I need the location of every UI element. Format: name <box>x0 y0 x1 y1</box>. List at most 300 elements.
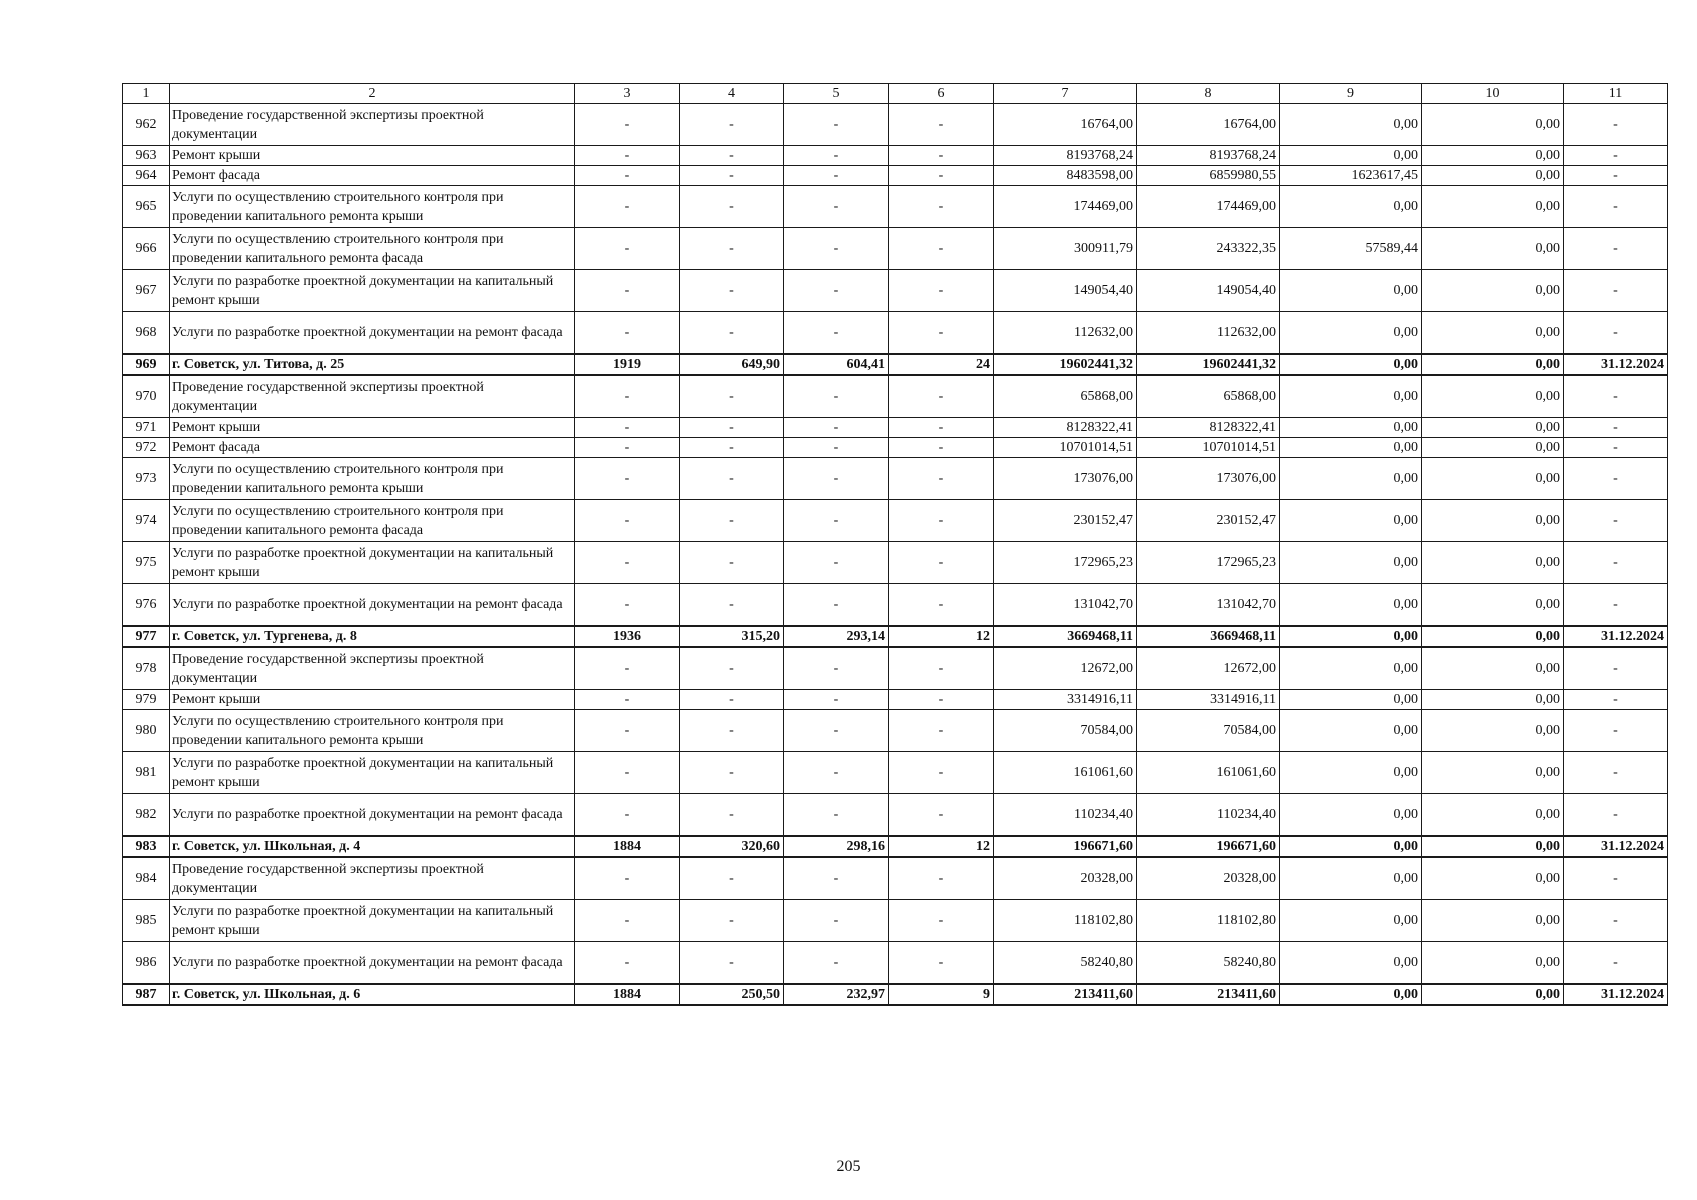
col9-cell: 0,00 <box>1280 146 1422 166</box>
col8-cell: 8193768,24 <box>1137 146 1280 166</box>
table-row <box>123 104 1668 146</box>
table-row <box>123 857 1668 900</box>
row-number-cell: 967 <box>123 270 170 312</box>
col11-cell: - <box>1564 438 1668 458</box>
col6-cell: - <box>889 900 994 942</box>
work-name-cell: Услуги по разработке проектной документации на ремонт фасада <box>170 584 575 627</box>
col7-cell: 19602441,32 <box>994 354 1137 375</box>
col6-cell: - <box>889 710 994 752</box>
col10-cell: 0,00 <box>1422 186 1564 228</box>
col8-cell: 3669468,11 <box>1137 626 1280 647</box>
col8-cell: 3314916,11 <box>1137 690 1280 710</box>
col4-cell: - <box>680 438 784 458</box>
col4-cell: - <box>680 186 784 228</box>
row-number-cell: 986 <box>123 942 170 985</box>
column-header: 6 <box>889 84 994 104</box>
col5-cell: - <box>784 438 889 458</box>
work-name-cell: Услуги по разработке проектной документации на капитальный ремонт крыши <box>170 270 575 312</box>
table-row <box>123 438 1668 458</box>
column-header: 1 <box>123 84 170 104</box>
col9-cell: 0,00 <box>1280 626 1422 647</box>
col7-cell: 20328,00 <box>994 857 1137 900</box>
col8-cell: 58240,80 <box>1137 942 1280 985</box>
col10-cell: 0,00 <box>1422 438 1564 458</box>
row-number-cell: 966 <box>123 228 170 270</box>
col4-cell: - <box>680 542 784 584</box>
table-row <box>123 166 1668 186</box>
col6-cell: 9 <box>889 984 994 1005</box>
col11-cell: - <box>1564 900 1668 942</box>
col5-cell: - <box>784 500 889 542</box>
col5-cell: 604,41 <box>784 354 889 375</box>
col4-cell: - <box>680 752 784 794</box>
col8-cell: 172965,23 <box>1137 542 1280 584</box>
work-name-cell: Проведение государственной экспертизы проектной документации <box>170 375 575 418</box>
col11-cell: - <box>1564 228 1668 270</box>
col6-cell: - <box>889 270 994 312</box>
column-header: 2 <box>170 84 575 104</box>
col9-cell: 0,00 <box>1280 500 1422 542</box>
col11-cell: - <box>1564 270 1668 312</box>
col8-cell: 12672,00 <box>1137 647 1280 690</box>
work-name-cell: Ремонт крыши <box>170 418 575 438</box>
table-row <box>123 375 1668 418</box>
col10-cell: 0,00 <box>1422 458 1564 500</box>
col7-cell: 12672,00 <box>994 647 1137 690</box>
col7-cell: 65868,00 <box>994 375 1137 418</box>
row-number-cell: 969 <box>123 354 170 375</box>
row-number-cell: 965 <box>123 186 170 228</box>
col4-cell: - <box>680 146 784 166</box>
table-row <box>123 312 1668 355</box>
col9-cell: 57589,44 <box>1280 228 1422 270</box>
column-header: 3 <box>575 84 680 104</box>
col3-cell: 1919 <box>575 354 680 375</box>
col3-cell: - <box>575 270 680 312</box>
col6-cell: - <box>889 584 994 627</box>
col3-cell: - <box>575 375 680 418</box>
address-row <box>123 626 1668 647</box>
col5-cell: 293,14 <box>784 626 889 647</box>
col4-cell: - <box>680 690 784 710</box>
row-number-cell: 982 <box>123 794 170 837</box>
col3-cell: - <box>575 710 680 752</box>
col5-cell: - <box>784 710 889 752</box>
col5-cell: - <box>784 418 889 438</box>
col4-cell: - <box>680 857 784 900</box>
col4-cell: 315,20 <box>680 626 784 647</box>
col9-cell: 0,00 <box>1280 418 1422 438</box>
col11-cell: - <box>1564 794 1668 837</box>
col11-cell: - <box>1564 104 1668 146</box>
address-cell: г. Советск, ул. Тургенева, д. 8 <box>170 626 575 647</box>
col5-cell: - <box>784 857 889 900</box>
col10-cell: 0,00 <box>1422 626 1564 647</box>
table-row <box>123 647 1668 690</box>
col11-cell: - <box>1564 857 1668 900</box>
col3-cell: - <box>575 794 680 837</box>
col4-cell: - <box>680 375 784 418</box>
col10-cell: 0,00 <box>1422 500 1564 542</box>
col7-cell: 110234,40 <box>994 794 1137 837</box>
col9-cell: 0,00 <box>1280 584 1422 627</box>
work-name-cell: Услуги по разработке проектной документации на ремонт фасада <box>170 794 575 837</box>
row-number-cell: 976 <box>123 584 170 627</box>
col3-cell: 1936 <box>575 626 680 647</box>
row-number-cell: 985 <box>123 900 170 942</box>
col9-cell: 0,00 <box>1280 690 1422 710</box>
col6-cell: - <box>889 418 994 438</box>
row-number-cell: 981 <box>123 752 170 794</box>
col6-cell: - <box>889 794 994 837</box>
col8-cell: 230152,47 <box>1137 500 1280 542</box>
col8-cell: 112632,00 <box>1137 312 1280 355</box>
page-number: 205 <box>836 1158 861 1175</box>
col5-cell: - <box>784 312 889 355</box>
work-name-cell: Проведение государственной экспертизы проектной документации <box>170 647 575 690</box>
col7-cell: 10701014,51 <box>994 438 1137 458</box>
col7-cell: 149054,40 <box>994 270 1137 312</box>
col10-cell: 0,00 <box>1422 312 1564 355</box>
column-header: 9 <box>1280 84 1422 104</box>
col10-cell: 0,00 <box>1422 857 1564 900</box>
col6-cell: - <box>889 375 994 418</box>
work-name-cell: Ремонт фасада <box>170 438 575 458</box>
col5-cell: - <box>784 690 889 710</box>
col3-cell: - <box>575 312 680 355</box>
col11-cell: - <box>1564 166 1668 186</box>
col11-cell: - <box>1564 752 1668 794</box>
col7-cell: 3669468,11 <box>994 626 1137 647</box>
col3-cell: - <box>575 166 680 186</box>
col9-cell: 0,00 <box>1280 270 1422 312</box>
col5-cell: - <box>784 146 889 166</box>
col5-cell: 298,16 <box>784 836 889 857</box>
col3-cell: 1884 <box>575 836 680 857</box>
col7-cell: 230152,47 <box>994 500 1137 542</box>
col3-cell: - <box>575 104 680 146</box>
col8-cell: 19602441,32 <box>1137 354 1280 375</box>
col4-cell: - <box>680 270 784 312</box>
work-name-cell: Услуги по разработке проектной документации на капитальный ремонт крыши <box>170 752 575 794</box>
col4-cell: - <box>680 228 784 270</box>
row-number-cell: 987 <box>123 984 170 1005</box>
col3-cell: - <box>575 542 680 584</box>
col9-cell: 0,00 <box>1280 375 1422 418</box>
col8-cell: 6859980,55 <box>1137 166 1280 186</box>
col5-cell: - <box>784 647 889 690</box>
col7-cell: 16764,00 <box>994 104 1137 146</box>
col10-cell: 0,00 <box>1422 752 1564 794</box>
work-name-cell: Услуги по разработке проектной документации на капитальный ремонт крыши <box>170 542 575 584</box>
col9-cell: 0,00 <box>1280 857 1422 900</box>
col5-cell: 232,97 <box>784 984 889 1005</box>
work-name-cell: Услуги по осуществлению строительного контроля при проведении капитального ремонта крыши <box>170 186 575 228</box>
col5-cell: - <box>784 375 889 418</box>
col3-cell: - <box>575 500 680 542</box>
col4-cell: 649,90 <box>680 354 784 375</box>
col8-cell: 8128322,41 <box>1137 418 1280 438</box>
col7-cell: 161061,60 <box>994 752 1137 794</box>
col8-cell: 118102,80 <box>1137 900 1280 942</box>
col7-cell: 213411,60 <box>994 984 1137 1005</box>
col4-cell: - <box>680 710 784 752</box>
column-header: 11 <box>1564 84 1668 104</box>
col8-cell: 110234,40 <box>1137 794 1280 837</box>
col10-cell: 0,00 <box>1422 710 1564 752</box>
col3-cell: - <box>575 900 680 942</box>
col8-cell: 173076,00 <box>1137 458 1280 500</box>
column-header: 5 <box>784 84 889 104</box>
data-table <box>122 83 1668 1006</box>
address-row <box>123 836 1668 857</box>
col10-cell: 0,00 <box>1422 584 1564 627</box>
col7-cell: 112632,00 <box>994 312 1137 355</box>
col9-cell: 0,00 <box>1280 836 1422 857</box>
work-name-cell: Ремонт фасада <box>170 166 575 186</box>
work-name-cell: Проведение государственной экспертизы проектной документации <box>170 104 575 146</box>
col7-cell: 131042,70 <box>994 584 1137 627</box>
col6-cell: - <box>889 312 994 355</box>
row-number-cell: 980 <box>123 710 170 752</box>
col3-cell: - <box>575 857 680 900</box>
col3-cell: - <box>575 228 680 270</box>
col5-cell: - <box>784 584 889 627</box>
col10-cell: 0,00 <box>1422 375 1564 418</box>
col9-cell: 0,00 <box>1280 542 1422 584</box>
col9-cell: 0,00 <box>1280 984 1422 1005</box>
col11-cell: - <box>1564 584 1668 627</box>
col7-cell: 196671,60 <box>994 836 1137 857</box>
col10-cell: 0,00 <box>1422 270 1564 312</box>
col4-cell: - <box>680 312 784 355</box>
col9-cell: 0,00 <box>1280 900 1422 942</box>
col8-cell: 20328,00 <box>1137 857 1280 900</box>
table-row <box>123 942 1668 985</box>
col3-cell: - <box>575 584 680 627</box>
col8-cell: 213411,60 <box>1137 984 1280 1005</box>
col3-cell: - <box>575 690 680 710</box>
work-name-cell: Проведение государственной экспертизы проектной документации <box>170 857 575 900</box>
col11-cell: - <box>1564 942 1668 985</box>
col4-cell: - <box>680 647 784 690</box>
col11-cell: 31.12.2024 <box>1564 626 1668 647</box>
col10-cell: 0,00 <box>1422 984 1564 1005</box>
row-number-cell: 973 <box>123 458 170 500</box>
col11-cell: - <box>1564 647 1668 690</box>
col8-cell: 174469,00 <box>1137 186 1280 228</box>
row-number-cell: 963 <box>123 146 170 166</box>
col4-cell: - <box>680 900 784 942</box>
col8-cell: 65868,00 <box>1137 375 1280 418</box>
col3-cell: - <box>575 752 680 794</box>
col7-cell: 8193768,24 <box>994 146 1137 166</box>
col9-cell: 0,00 <box>1280 710 1422 752</box>
col11-cell: 31.12.2024 <box>1564 984 1668 1005</box>
work-name-cell: Услуги по разработке проектной документации на капитальный ремонт крыши <box>170 900 575 942</box>
table-row <box>123 270 1668 312</box>
work-name-cell: Ремонт крыши <box>170 690 575 710</box>
col11-cell: - <box>1564 690 1668 710</box>
col3-cell: 1884 <box>575 984 680 1005</box>
row-number-cell: 962 <box>123 104 170 146</box>
col8-cell: 131042,70 <box>1137 584 1280 627</box>
col6-cell: - <box>889 752 994 794</box>
work-name-cell: Услуги по осуществлению строительного контроля при проведении капитального ремонта крыши <box>170 458 575 500</box>
row-number-cell: 971 <box>123 418 170 438</box>
col8-cell: 196671,60 <box>1137 836 1280 857</box>
table-row <box>123 500 1668 542</box>
row-number-cell: 974 <box>123 500 170 542</box>
col6-cell: - <box>889 690 994 710</box>
col11-cell: - <box>1564 418 1668 438</box>
col8-cell: 243322,35 <box>1137 228 1280 270</box>
address-cell: г. Советск, ул. Школьная, д. 6 <box>170 984 575 1005</box>
col5-cell: - <box>784 542 889 584</box>
col11-cell: - <box>1564 146 1668 166</box>
work-name-cell: Ремонт крыши <box>170 146 575 166</box>
column-header: 10 <box>1422 84 1564 104</box>
col10-cell: 0,00 <box>1422 104 1564 146</box>
column-header: 8 <box>1137 84 1280 104</box>
work-name-cell: Услуги по осуществлению строительного контроля при проведении капитального ремонта фасада <box>170 500 575 542</box>
column-header: 7 <box>994 84 1137 104</box>
col10-cell: 0,00 <box>1422 542 1564 584</box>
col6-cell: - <box>889 942 994 985</box>
col3-cell: - <box>575 418 680 438</box>
table-row <box>123 900 1668 942</box>
col7-cell: 3314916,11 <box>994 690 1137 710</box>
row-number-cell: 975 <box>123 542 170 584</box>
col4-cell: - <box>680 500 784 542</box>
col5-cell: - <box>784 458 889 500</box>
col8-cell: 70584,00 <box>1137 710 1280 752</box>
col5-cell: - <box>784 900 889 942</box>
col7-cell: 174469,00 <box>994 186 1137 228</box>
address-cell: г. Советск, ул. Школьная, д. 4 <box>170 836 575 857</box>
col4-cell: - <box>680 794 784 837</box>
col10-cell: 0,00 <box>1422 418 1564 438</box>
col10-cell: 0,00 <box>1422 690 1564 710</box>
col10-cell: 0,00 <box>1422 942 1564 985</box>
col9-cell: 1623617,45 <box>1280 166 1422 186</box>
col9-cell: 0,00 <box>1280 752 1422 794</box>
col5-cell: - <box>784 942 889 985</box>
col10-cell: 0,00 <box>1422 228 1564 270</box>
col9-cell: 0,00 <box>1280 312 1422 355</box>
table-row <box>123 794 1668 837</box>
col7-cell: 118102,80 <box>994 900 1137 942</box>
col4-cell: - <box>680 458 784 500</box>
work-name-cell: Услуги по разработке проектной документации на ремонт фасада <box>170 942 575 985</box>
col3-cell: - <box>575 186 680 228</box>
table-row <box>123 146 1668 166</box>
col11-cell: - <box>1564 458 1668 500</box>
table-row <box>123 752 1668 794</box>
row-number-cell: 979 <box>123 690 170 710</box>
col3-cell: - <box>575 438 680 458</box>
row-number-cell: 964 <box>123 166 170 186</box>
col4-cell: 250,50 <box>680 984 784 1005</box>
col10-cell: 0,00 <box>1422 836 1564 857</box>
table-row <box>123 458 1668 500</box>
row-number-cell: 983 <box>123 836 170 857</box>
col5-cell: - <box>784 270 889 312</box>
col9-cell: 0,00 <box>1280 942 1422 985</box>
table-row <box>123 228 1668 270</box>
col6-cell: - <box>889 166 994 186</box>
col11-cell: 31.12.2024 <box>1564 354 1668 375</box>
col7-cell: 300911,79 <box>994 228 1137 270</box>
work-name-cell: Услуги по осуществлению строительного контроля при проведении капитального ремонта фасада <box>170 228 575 270</box>
col3-cell: - <box>575 942 680 985</box>
table-row <box>123 690 1668 710</box>
col6-cell: - <box>889 647 994 690</box>
col8-cell: 16764,00 <box>1137 104 1280 146</box>
col4-cell: - <box>680 418 784 438</box>
column-number-header-row <box>123 84 1668 104</box>
col5-cell: - <box>784 104 889 146</box>
col4-cell: - <box>680 166 784 186</box>
col11-cell: - <box>1564 710 1668 752</box>
col3-cell: - <box>575 647 680 690</box>
col6-cell: - <box>889 146 994 166</box>
column-header: 4 <box>680 84 784 104</box>
col11-cell: - <box>1564 186 1668 228</box>
col4-cell: - <box>680 584 784 627</box>
col9-cell: 0,00 <box>1280 438 1422 458</box>
table-row <box>123 710 1668 752</box>
col11-cell: 31.12.2024 <box>1564 836 1668 857</box>
col9-cell: 0,00 <box>1280 104 1422 146</box>
col3-cell: - <box>575 458 680 500</box>
col8-cell: 10701014,51 <box>1137 438 1280 458</box>
col7-cell: 58240,80 <box>994 942 1137 985</box>
col9-cell: 0,00 <box>1280 794 1422 837</box>
col5-cell: - <box>784 752 889 794</box>
col7-cell: 70584,00 <box>994 710 1137 752</box>
col9-cell: 0,00 <box>1280 186 1422 228</box>
col10-cell: 0,00 <box>1422 146 1564 166</box>
col5-cell: - <box>784 228 889 270</box>
col6-cell: 12 <box>889 836 994 857</box>
col6-cell: - <box>889 438 994 458</box>
col7-cell: 8483598,00 <box>994 166 1137 186</box>
col3-cell: - <box>575 146 680 166</box>
row-number-cell: 984 <box>123 857 170 900</box>
col11-cell: - <box>1564 542 1668 584</box>
col11-cell: - <box>1564 375 1668 418</box>
col4-cell: - <box>680 942 784 985</box>
col5-cell: - <box>784 794 889 837</box>
col7-cell: 172965,23 <box>994 542 1137 584</box>
col7-cell: 173076,00 <box>994 458 1137 500</box>
col5-cell: - <box>784 166 889 186</box>
col6-cell: - <box>889 500 994 542</box>
work-name-cell: Услуги по осуществлению строительного контроля при проведении капитального ремонта крыши <box>170 710 575 752</box>
col9-cell: 0,00 <box>1280 354 1422 375</box>
col10-cell: 0,00 <box>1422 647 1564 690</box>
col11-cell: - <box>1564 312 1668 355</box>
col6-cell: - <box>889 104 994 146</box>
table-body <box>123 84 1668 1006</box>
address-cell: г. Советск, ул. Титова, д. 25 <box>170 354 575 375</box>
col6-cell: - <box>889 186 994 228</box>
col6-cell: - <box>889 458 994 500</box>
row-number-cell: 972 <box>123 438 170 458</box>
table-row <box>123 584 1668 627</box>
col11-cell: - <box>1564 500 1668 542</box>
